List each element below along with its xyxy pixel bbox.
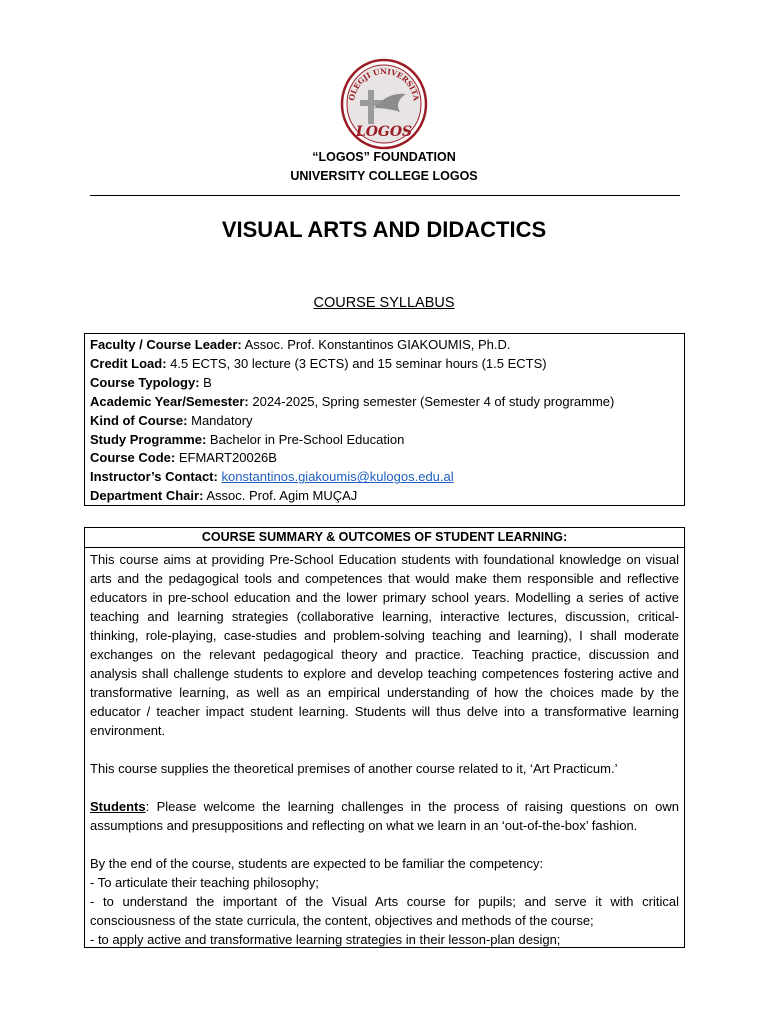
info-label: Course Typology:: [90, 374, 200, 390]
info-label: Kind of Course:: [90, 412, 188, 428]
outcomes-intro: By the end of the course, students are expected to be familiar the competency:: [90, 856, 544, 871]
info-row-typology: [90, 374, 679, 393]
outcome-item: - To articulate their teaching philosophy;: [90, 875, 319, 890]
info-label: Faculty / Course Leader:: [90, 337, 242, 352]
info-row-contact: [90, 468, 679, 487]
students-paragraph: [90, 797, 679, 835]
header-divider: [90, 195, 680, 196]
info-row-kind: [90, 412, 679, 431]
info-value: B: [199, 374, 212, 390]
info-row-programme: [90, 431, 679, 450]
info-value: 4.5 ECTS, 30 lecture (3 ECTS) and 15 seminar hours (1.5 ECTS): [166, 355, 547, 371]
info-row-department-chair: [90, 487, 679, 506]
summary-body: [85, 548, 684, 949]
students-label: Students: [90, 799, 146, 814]
info-row-code: [90, 449, 679, 468]
info-value: 2024-2025, Spring semester (Semester 4 of study programme): [248, 393, 615, 409]
college-name: UNIVERSITY COLLEGE LOGOS: [290, 169, 478, 183]
outcome-item: - to understand the important of the Visual Arts course for pupils; and serve it with critical consciousness of the state curricula, the content, objectives and methods of the course;: [90, 894, 679, 928]
info-row-academic-year: [90, 393, 679, 412]
course-title: VISUAL ARTS AND DIDACTICS: [221, 217, 547, 242]
summary-paragraph: This course aims at providing Pre-School Education students with foundational knowledge on visual arts and the pedagogical tools and competences that would make them responsible and reflective educators in pre-school education and the lower primary school years. Modelling a series of active teaching and learning strategies (collaborative learning, interactive lectures, discussion, critical-thinking, role-playing, case-studies and problem-solving teaching and learning), I shall moderate exchanges on the relevant pedagogical theory and practice. Teaching practice, discussion and analysis shall challenge students to explore and develop teaching competences fostering active and transformative learning, as well as an empirical understanding of how the choices made by the educator / teacher impact student learning. Students will thus delve into a transformative learning environment.: [90, 552, 679, 738]
logo-name: LOGOS: [355, 124, 413, 140]
info-label: Study Programme:: [90, 431, 207, 447]
summary-heading: COURSE SUMMARY & OUTCOMES OF STUDENT LEARNING:: [85, 528, 684, 548]
info-label: Department Chair:: [90, 488, 204, 504]
info-row-course-leader: [90, 336, 679, 355]
syllabus-subtitle: COURSE SYLLABUS: [313, 295, 455, 311]
course-info-box: [84, 333, 685, 506]
info-value: Assoc. Prof. Agim MUÇAJ: [203, 488, 358, 504]
foundation-name: “LOGOS” FOUNDATION: [312, 150, 456, 164]
logo-ring-text: OLEGJI UNIVERSITA: [347, 66, 421, 102]
info-label: Academic Year/Semester:: [90, 393, 249, 409]
students-text: : Please welcome the learning challenges in the process of raising questions on own assumptions and presuppositions and reflecting on what we learn in an ‘out-of-the-box’ fashion.: [90, 799, 679, 833]
related-course-paragraph: This course supplies the theoretical premises of another course related to it, ‘Art Practicum.’: [90, 761, 618, 776]
college-logo: [340, 58, 428, 150]
course-summary-box: [84, 527, 685, 948]
info-value: Mandatory: [187, 412, 253, 428]
info-label: Credit Load:: [90, 355, 167, 371]
outcome-item: - to apply active and transformative learning strategies in their lesson-plan design;: [90, 932, 561, 947]
info-label: Course Code:: [90, 450, 176, 466]
info-label: Instructor’s Contact:: [90, 469, 218, 485]
info-value: Bachelor in Pre-School Education: [206, 431, 405, 447]
info-value: Assoc. Prof. Konstantinos GIAKOUMIS, Ph.D.: [241, 337, 511, 352]
info-value: EFMART20026B: [175, 450, 277, 466]
info-row-credit-load: [90, 355, 679, 374]
instructor-email-link[interactable]: konstantinos.giakoumis@kulogos.edu.al: [221, 469, 454, 485]
